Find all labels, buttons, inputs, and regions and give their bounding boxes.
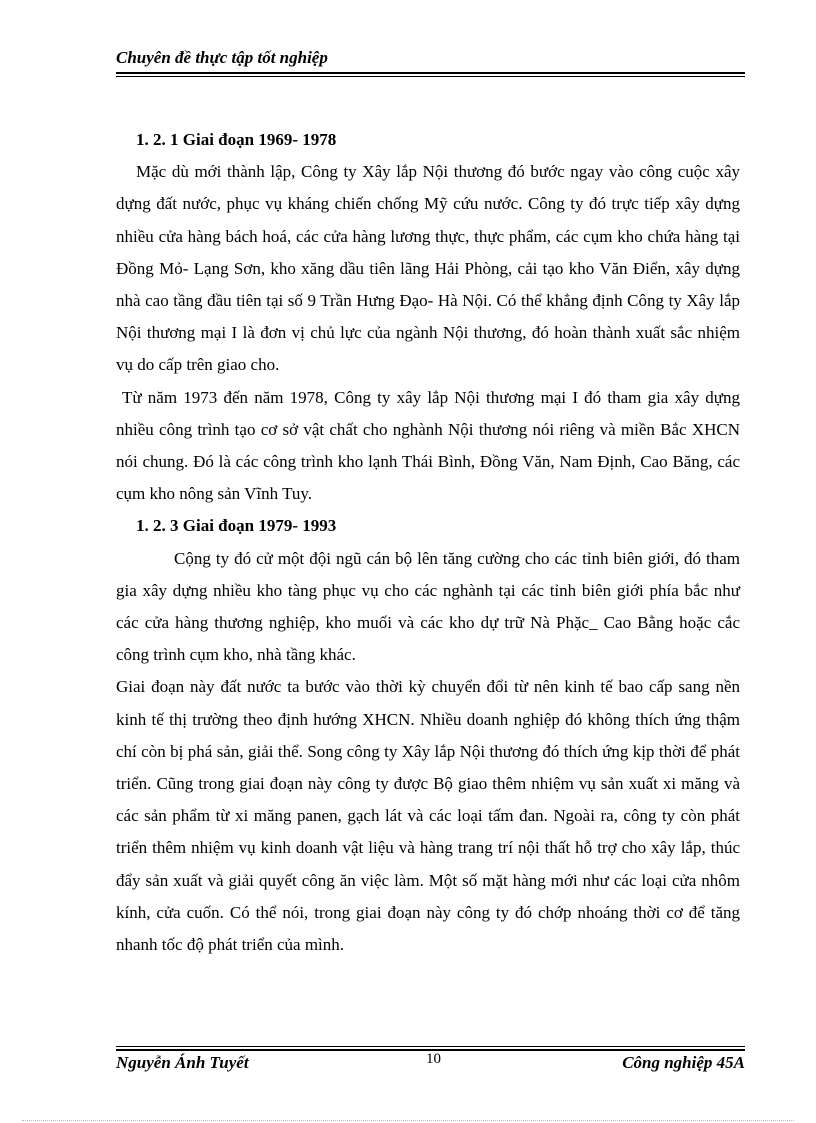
paragraph: Từ năm 1973 đến năm 1978, Công ty xây lắp Nội thương mại I đó tham gia xây dựng nhiều công trình tạo cơ sở vật chất cho nghành Nội thương nói riêng và miền Bắc XHCN nói chung. Đó là các công trình kho lạnh Thái Bình, Đồng Văn, Nam Định, Cao Băng, các cụm kho nông sản Vĩnh Tuy. bbox=[116, 387, 740, 504]
paragraph: Cộng ty đó cử một đội ngũ cán bộ lên tăng cường cho các tỉnh biên giới, đó tham gia xây dựng nhiều kho tàng phục vụ cho các nghành tại các tỉnh biên giới phía bắc như các cửa hàng thương nghiệp, kho muối và các kho dự trữ Nà Phặc_ Cao Bằng hoặc cắc công trình cụm kho, nhà tầng khác. bbox=[116, 548, 740, 665]
section-heading-1979-1993: 1. 2. 3 Giai đoạn 1979- 1993 bbox=[136, 516, 337, 536]
page-number: 10 bbox=[426, 1051, 441, 1067]
header-title: Chuyên đề thực tập tốt nghiệp bbox=[116, 48, 328, 67]
paragraph: Giai đoạn này đất nước ta bước vào thời kỳ chuyển đổi từ nên kinh tế bao cấp sang nền kinh tế thị trường theo định hướng XHCN. Nhiều doanh nghiệp đó không thích ứng thậm chí còn bị phá sản, giải thể. Song công ty Xây lắp Nội thương đó thích ứng kịp thời để phát triển. Cũng trong giai đoạn này công ty được Bộ giao thêm nhiệm vụ sản xuất xi măng và các sản phẩm từ xi măng panen, gạch lát và các loại tấm đan. Ngoài ra, công ty còn phát triển thêm nhiệm vụ kinh doanh vật liệu và hàng trang trí nội thất hỗ trợ cho xây lắp, thúc đẩy sản xuất và giải quyết công ăn việc làm. Một số mặt hàng mới như các loại cửa nhôm kính, cửa cuốn. Có thể nói, trong giai đoạn này công ty đó chớp nhoáng thời cơ để tăng nhanh tốc độ phát triển của mình. bbox=[116, 677, 740, 955]
header-rule-thin bbox=[116, 76, 745, 77]
page-edge-divider bbox=[22, 1120, 794, 1121]
document-body bbox=[116, 124, 740, 961]
section-heading-1969-1978: 1. 2. 1 Giai đoạn 1969- 1978 bbox=[136, 130, 337, 149]
paragraph: Mặc dù mới thành lập, Công ty Xây lắp Nội thương đó bước ngay vào công cuộc xây dựng đất nước, phục vụ kháng chiến chống Mỹ cứu nước. Công ty đó trực tiếp xây dựng nhiều cửa hàng bách hoá, các cửa hàng lương thực, thực phẩm, các cụm kho chứa hàng tại Đồng Mỏ- Lạng Sơn, kho xăng dầu tiên lãng Hải Phòng, cải tạo kho Văn Điển, xây dựng nhà cao tầng đầu tiên tại số 9 Trần Hưng Đạo- Hà Nội. Có thể khẳng định Công ty Xây lắp Nội thương mại I là đơn vị chủ lực của ngành Nội thương, đó hoàn thành xuất sắc nhiệm vụ do cấp trên giao cho. bbox=[116, 162, 740, 375]
page-header bbox=[116, 46, 744, 70]
header-rule-thick bbox=[116, 72, 745, 74]
page-footer bbox=[116, 1051, 745, 1075]
footer-author: Nguyễn Ánh Tuyết bbox=[116, 1053, 249, 1072]
footer-class: Công nghiệp 45A bbox=[622, 1053, 745, 1072]
